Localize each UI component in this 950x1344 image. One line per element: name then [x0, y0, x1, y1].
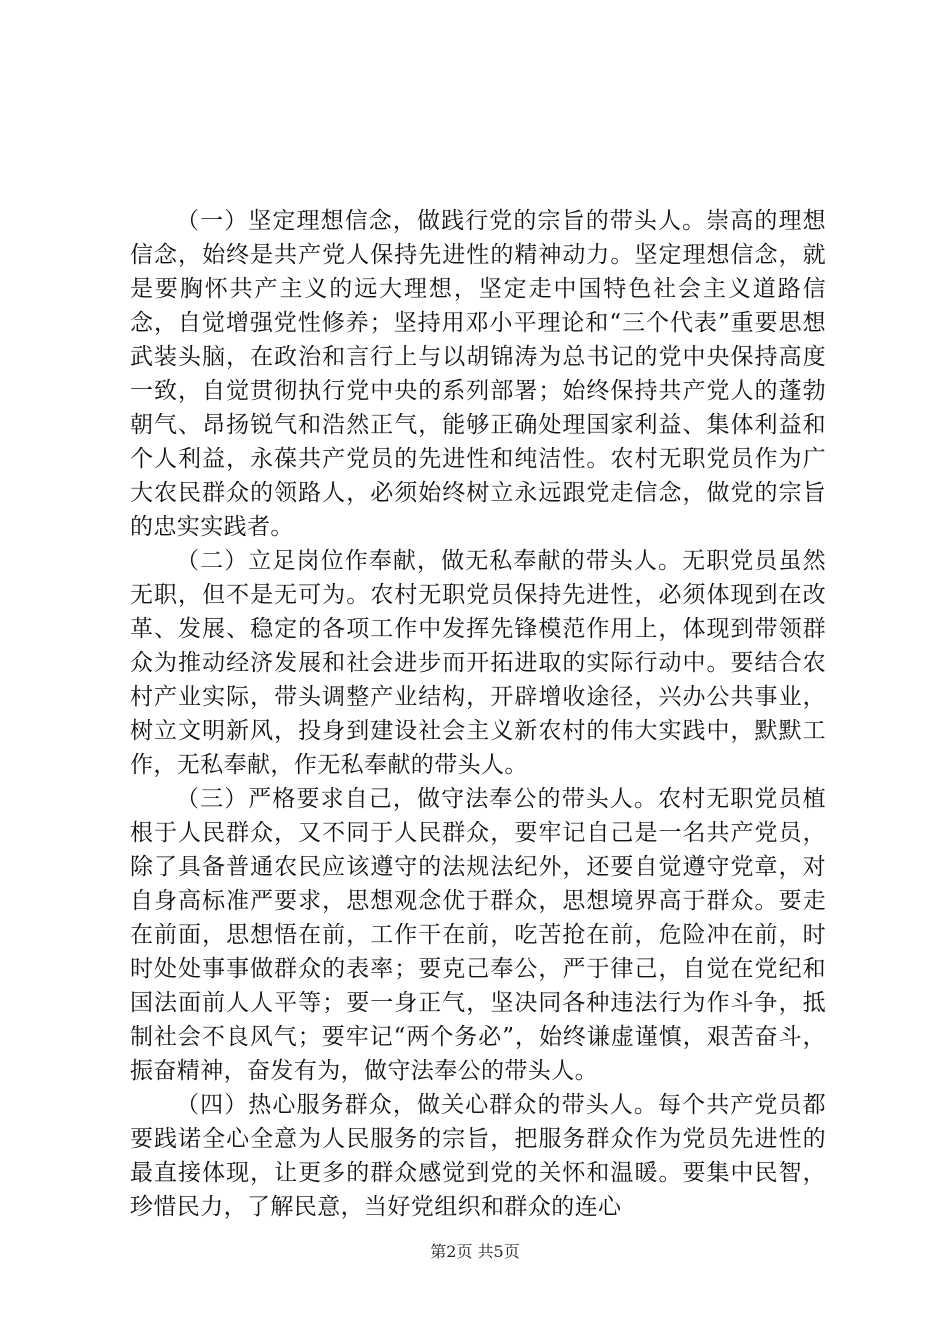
paragraph-1: （一）坚定理想信念，做践行党的宗旨的带头人。崇高的理想信念，始终是共产党人保持先进性的精神动力。坚定理想信念，就是要胸怀共产主义的远大理想，坚定走中国特色社会主义道路信念，自觉增强党性修养；坚持用邓小平理论和“三个代表”重要思想武装头脑，在政治和言行上与以胡锦涛为总书记的党中央保持高度一致，自觉贯彻执行党中央的系列部署；始终保持共产党人的蓬勃朝气、昂扬锐气和浩然正气，能够正确处理国家利益、集体利益和个人利益，永葆共产党员的先进性和纯洁性。农村无职党员作为广大农民群众的领路人，必须始终树立永远跟党走信念，做党的宗旨的忠实实践者。 [130, 208, 826, 540]
document-body [130, 204, 826, 1224]
paragraph-2: （二）立足岗位作奉献，做无私奉献的带头人。无职党员虽然无职，但不是无可为。农村无职党员保持先进性，必须体现到在改革、发展、稳定的各项工作中发挥先锋模范作用上，体现到带领群众为推动经济发展和社会进步而开拓进取的实际行动中。要结合农村产业实际，带头调整产业结构，开辟增收途径，兴办公共事业，树立文明新风，投身到建设社会主义新农村的伟大实践中，默默工作，无私奉献，作无私奉献的带头人。 [130, 548, 826, 778]
page-number-footer: 第2页 共5页 [430, 1242, 520, 1261]
paragraph-3: （三）严格要求自己，做守法奉公的带头人。农村无职党员植根于人民群众，又不同于人民群众，要牢记自己是一名共产党员，除了具备普通农民应该遵守的法规法纪外，还要自觉遵守党章，对自身高标准严要求，思想观念优于群众，思想境界高于群众。要走在前面，思想悟在前，工作干在前，吃苦抢在前，危险冲在前，时时处处事事做群众的表率；要克己奉公，严于律己，自觉在党纪和国法面前人人平等；要一身正气，坚决同各种违法行为作斗争，抵制社会不良风气；要牢记“两个务必”，始终谦虚谨慎，艰苦奋斗，振奋精神，奋发有为，做守法奉公的带头人。 [130, 786, 826, 1084]
paragraph-4: （四）热心服务群众，做关心群众的带头人。每个共产党员都要践诺全心全意为人民服务的宗旨，把服务群众作为党员先进性的最直接体现，让更多的群众感觉到党的关怀和温暖。要集中民智，珍惜民力，了解民意，当好党组织和群众的连心 [130, 1092, 826, 1220]
